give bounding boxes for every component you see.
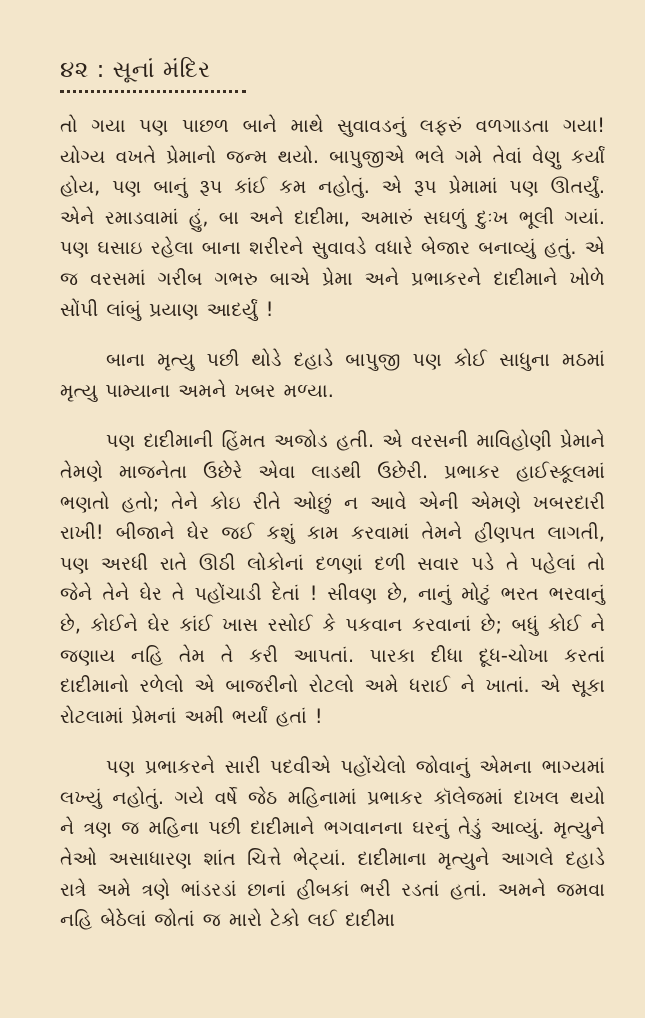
body-text [60, 111, 605, 936]
header-separator: : [96, 57, 105, 83]
paragraph-1: તો ગયા પણ પાછળ બાને માથે સુવાવડનું લફરું વળગાડતા ગયા! યોગ્ય વખતે પ્રેમાનો જન્મ થયો. બાપુજીએ ભલે ગમે તેવાં વેણુ કર્યાં હોય, પણ બાનું રૂપ કાંઈ કમ નહોતું. એ રૂપ પ્રેમામાં પણ ઊતર્યું. એને રમાડવામાં હું, બા અને દાદીમા, અમારું સઘળું દુઃખ ભૂલી ગયાં. પણ ઘસાઇ રહેલા બાના શરીરને સુવાવડે વધારે બેજાર બનાવ્યું હતું. એ જ વરસમાં ગરીબ ગભરુ બાએ પ્રેમા અને પ્રભાકરને દાદીમાને ખોળે સોંપી લાંબું પ્રયાણ આદર્યું ! [60, 114, 605, 321]
paragraph-2: બાના મૃત્યુ પછી થોડે દહાડે બાપુજી પણ કોઈ સાધુના મઠમાં મૃત્યુ પામ્યાના અમને ખબર મળ્યા. [60, 348, 605, 402]
paragraph-3: પણ દાદીમાની હિંમત અજોડ હતી. એ વરસની માવિહોણી પ્રેમાને તેમણે માજનેતા ઉછેરે એવા લાડથી ઉછેરી. પ્રભાકર હાઈસ્કૂલમાં ભણતો હતો; તેને કોઇ રીતે ઓછું ન આવે એની એમણે ખબરદારી રાખી! બીજાને ઘેર જઈ કશું કામ કરવામાં તેમને હીણપત લાગતી, પણ અરધી રાતે ઊઠી લોકોનાં દળણાં દળી સવાર પડે તે પહેલાં તો જેને તેને ઘેર તે પહોંચાડી દેતાં ! સીવણ છે, નાનું મોટું ભરત ભરવાનું છે, કોઈને ઘેર કાંઈ ખાસ રસોઈ કે પકવાન કરવાનાં છે; બધું કોઈ ને જણાય નહિ તેમ તે કરી આપતાં. પારકા દીધા દૂધ-ચોખા કરતાં દાદીમાનો રળેલો એ બાજરીનો રોટલો અમે ધરાઈ ને ખાતાં. એ સૂકા રોટલામાં પ્રેમનાં અમી ભર્યાં હતાં ! [60, 429, 605, 728]
book-title: સૂનાં મંદિર [112, 57, 211, 83]
dotted-rule [60, 90, 246, 93]
running-head [60, 56, 605, 84]
page-number: ૪૨ [60, 57, 89, 83]
paragraph-4: પણ પ્રભાકરને સારી પદવીએ પહોંચેલો જોવાનું એમના ભાગ્યમાં લખ્યું નહોતું. ગયે વર્ષે જેઠ મહિનામાં પ્રભાકર કૉલેજમાં દાખલ થયો ને ત્રણ જ મહિના પછી દાદીમાને ભગવાનના ઘરનું તેડું આવ્યું. મૃત્યુને તેઓ અસાધારણ શાંત ચિત્તે ભેટ્યાં. દાદીમાના મૃત્યુને આગલે દહાડે રાત્રે અમે ત્રણે ભાંડરડાં છાનાં હીબકાં ભરી રડતાં હતાં. અમને જમવા નહિ બેઠેલાં જોતાં જ મારો ટેકો લઈ દાદીમા [60, 755, 605, 932]
